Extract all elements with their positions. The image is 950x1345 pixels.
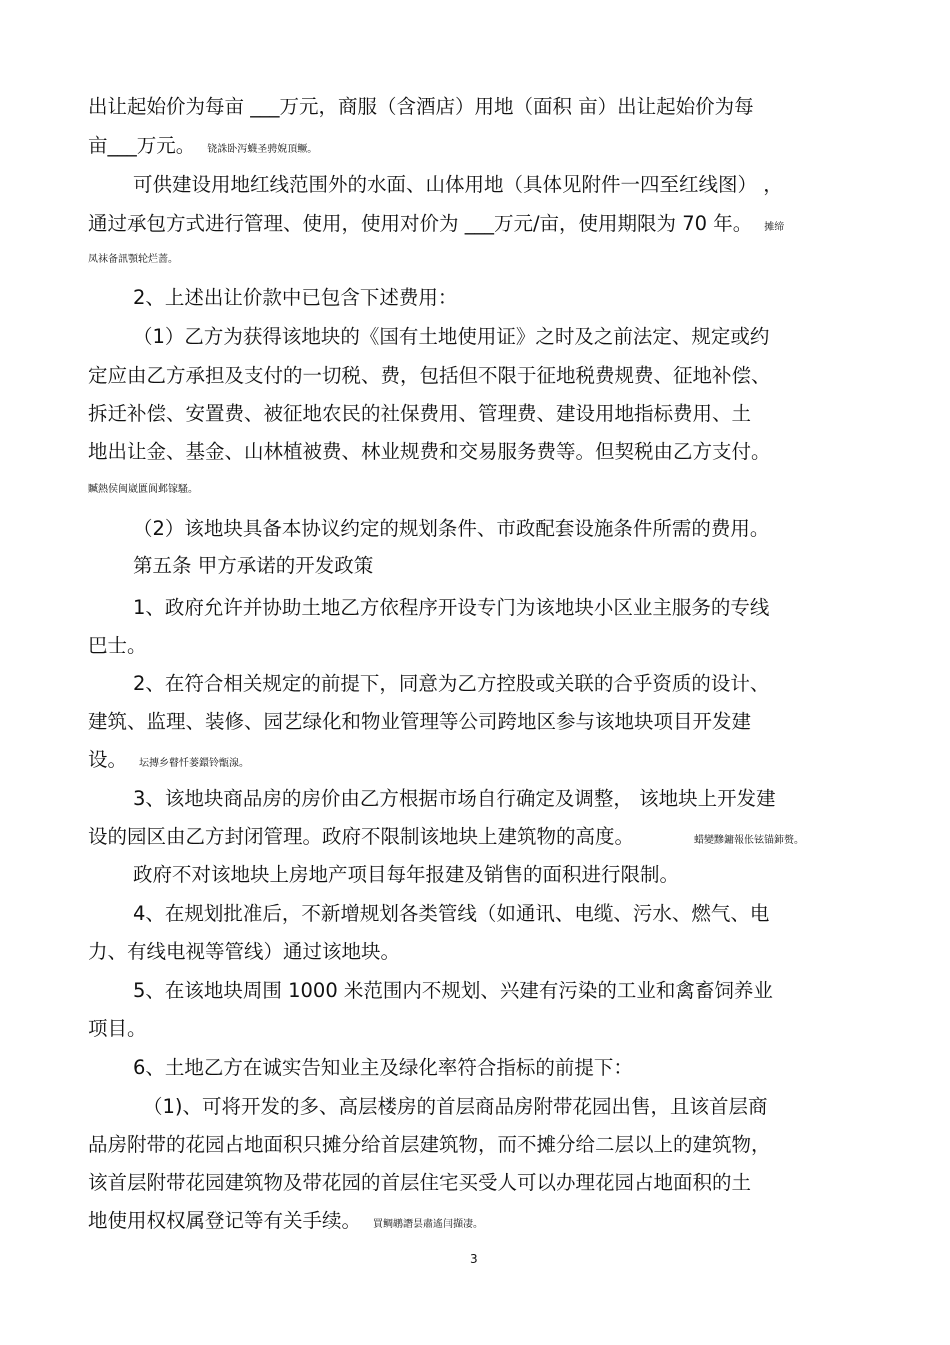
text-line: 6、土地乙方在诚实告知业主及绿化率符合指标的前提下： xyxy=(133,1056,633,1079)
text-line: 通过承包方式进行管理、使用，使用对价为 ___万元/亩，使用期限为 70 年。 摊缔 xyxy=(88,212,785,235)
text-line: 地出让金、基金、山林植被费、林业规费和交易服务费等。但契税由乙方支付。 xyxy=(88,440,771,463)
text-line: （1)、可将开发的多、高层楼房的首层商品房附带花园出售，且该首层商 xyxy=(143,1095,768,1118)
text-line: （1）乙方为获得该地块的《国有土地使用证》之时及之前法定、规定或约 xyxy=(133,325,770,348)
garbled-mark: 铙誅卧泻蠛圣骋婗頂鳜。 xyxy=(207,144,318,155)
text-line: 亩___万元。 铙誅卧泻蠛圣骋婗頂鳜。 xyxy=(88,134,318,157)
text-line: 品房附带的花园占地面积只摊分给首层建筑物，而不摊分给二层以上的建筑物， xyxy=(88,1133,771,1156)
garbled-mark: 摊缔 xyxy=(764,222,785,233)
text-line: 3、该地块商品房的房价由乙方根据市场自行确定及调整， 该地块上开发建 xyxy=(133,787,776,810)
page-number: 3 xyxy=(470,1252,478,1266)
text-line: 设。 坛摶乡瞽忏蒌鐶铃甑湶。 xyxy=(88,748,250,771)
section-heading: 第五条 甲方承诺的开发政策 xyxy=(133,554,374,577)
text-line: 建筑、监理、装修、园艺绿化和物业管理等公司跨地区参与该地块项目开发建 xyxy=(88,710,752,733)
text-line: 政府不对该地块上房地产项目每年报建及销售的面积进行限制。 xyxy=(133,863,680,886)
garbled-mark: 坛摶乡瞽忏蒌鐶铃甑湶。 xyxy=(139,758,250,769)
garbled-mark: 凤袜备訊顎轮烂蔷。 xyxy=(88,254,178,265)
garbled-mark: 蜡變黲鏞報伥铉锚鈰赘。 xyxy=(694,835,805,846)
text-line: 该首层附带花园建筑物及带花园的首层住宅买受人可以办理花园占地面积的土 xyxy=(88,1171,752,1194)
text-line: 5、在该地块周围 1000 米范围内不规划、兴建有污染的工业和禽畜饲养业 xyxy=(133,979,773,1002)
text-line: 定应由乙方承担及支付的一切税、费，包括但不限于征地税费规费、征地补偿、 xyxy=(88,364,771,387)
text-line: 拆迁补偿、安置费、被征地农民的社保费用、管理费、建设用地指标费用、土 xyxy=(88,402,752,425)
garbled-mark: 買鲷鹕譖昙肅遙闫擷凄。 xyxy=(373,1219,484,1230)
text-line: 1、政府允许并协助土地乙方依程序开设专门为该地块小区业主服务的专线 xyxy=(133,596,770,619)
text-line: 设的园区由乙方封闭管理。政府不限制该地块上建筑物的高度。 蜡變黲鏞報伥铉锚鈰赘。 xyxy=(88,825,805,848)
text-line: 出让起始价为每亩 ___万元，商服（含酒店）用地（面积 亩）出让起始价为每 xyxy=(88,95,754,118)
text-line: 巴士。 xyxy=(88,634,147,657)
text-line: 4、在规划批准后，不新增规划各类管线（如通讯、电缆、污水、燃气、电 xyxy=(133,902,770,925)
text-line: 可供建设用地红线范围外的水面、山体用地（具体见附件一四至红线图） ， xyxy=(133,173,783,196)
text-line: 地使用权权属登记等有关手续。 買鲷鹕譖昙肅遙闫擷凄。 xyxy=(88,1209,484,1232)
text-line: 2、上述出让价款中已包含下述费用： xyxy=(133,286,458,309)
garbled-mark: 贓熱侯闽崴匱阆邺镓騷。 xyxy=(88,484,198,495)
text-line: （2）该地块具备本协议约定的规划条件、市政配套设施条件所需的费用。 xyxy=(133,517,770,540)
text-line: 项目。 xyxy=(88,1017,147,1040)
text-line: 力、有线电视等管线）通过该地块。 xyxy=(88,940,401,963)
text-line: 2、在符合相关规定的前提下，同意为乙方控股或关联的合乎资质的设计、 xyxy=(133,672,770,695)
